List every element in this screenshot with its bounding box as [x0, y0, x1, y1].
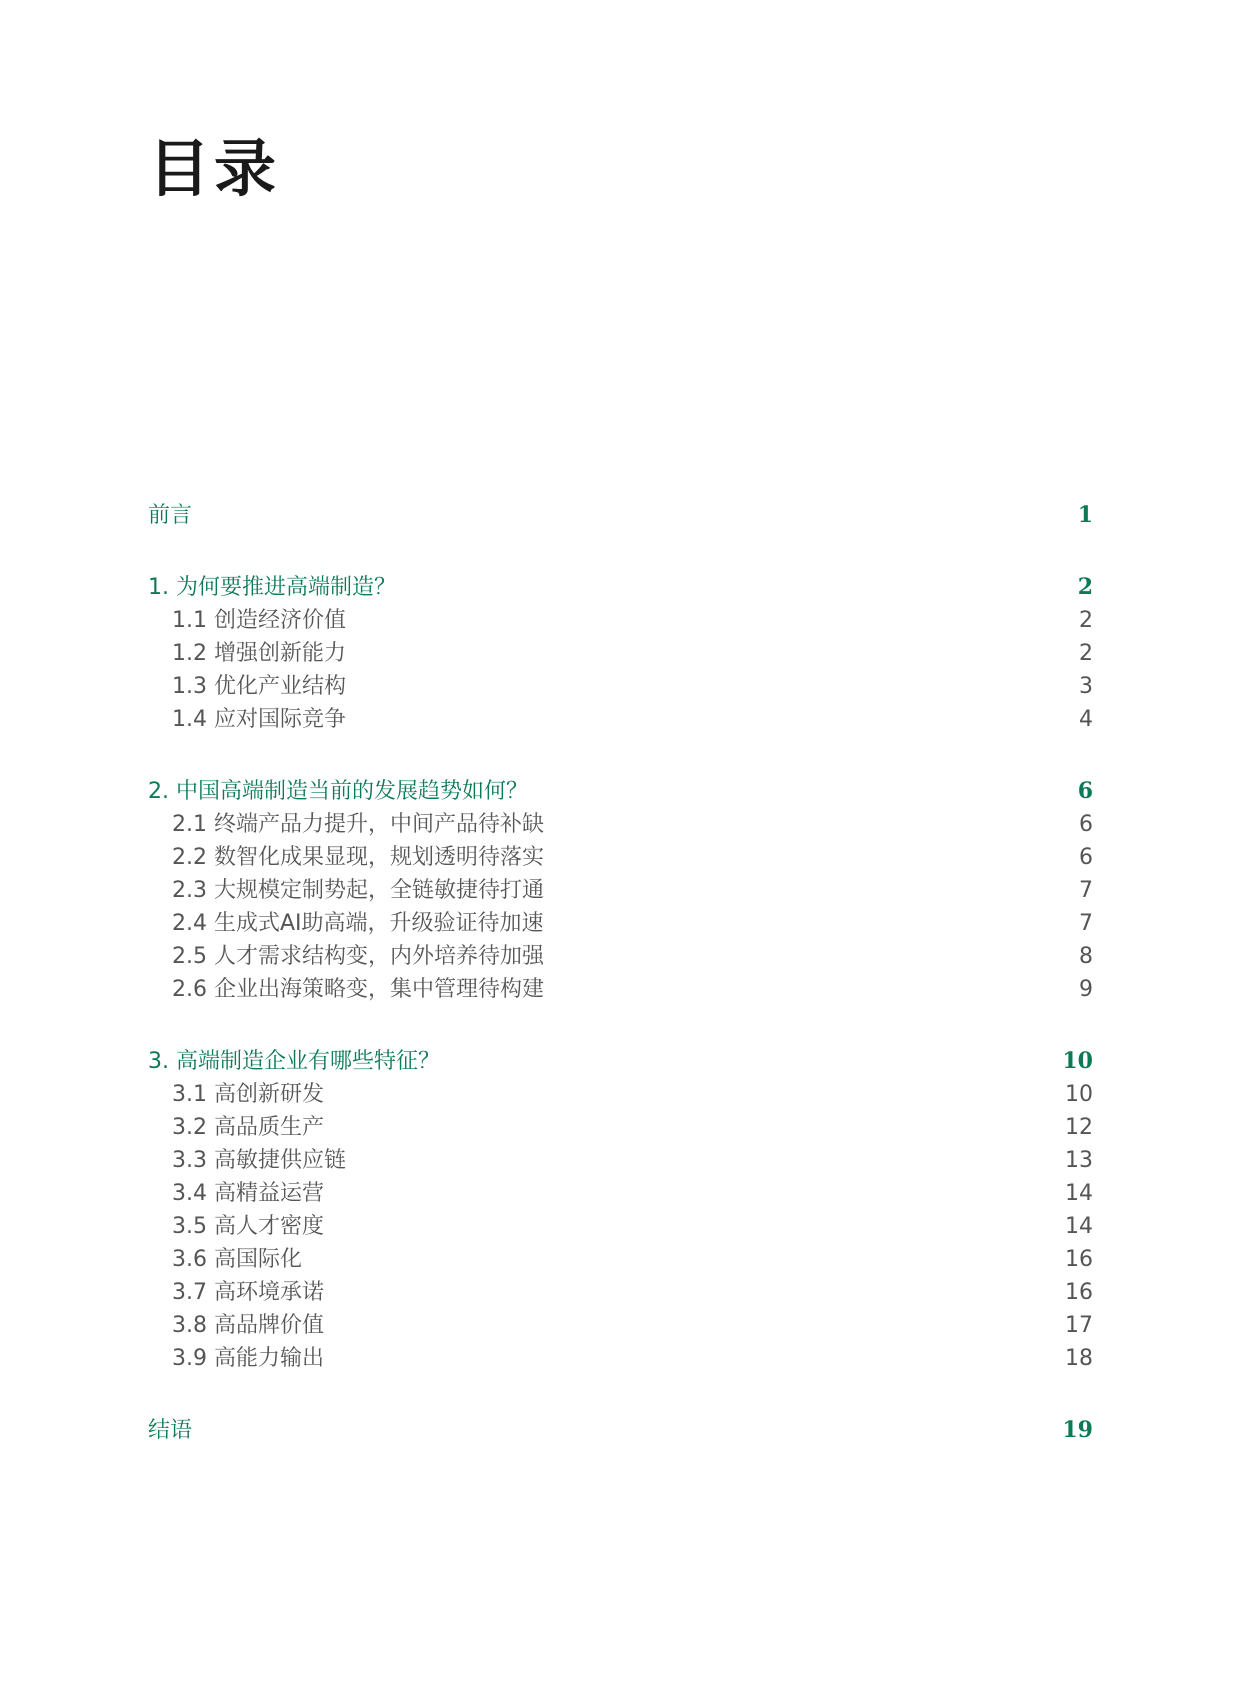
toc-entry-preface[interactable]	[148, 498, 1093, 532]
toc-page-number: 3	[1079, 674, 1093, 699]
toc-item-label: 3.2 高品质生产	[172, 1115, 324, 1140]
toc-item[interactable]	[148, 1243, 1093, 1276]
toc-item-label: 2.6 企业出海策略变，集中管理待构建	[172, 977, 544, 1002]
toc-page-number: 16	[1065, 1247, 1093, 1272]
toc-item-label: 2.3 大规模定制势起，全链敏捷待打通	[172, 878, 544, 903]
toc-item[interactable]	[148, 1111, 1093, 1144]
toc-item[interactable]	[148, 703, 1093, 736]
toc-item[interactable]	[148, 1210, 1093, 1243]
toc-page-number: 6	[1079, 845, 1093, 870]
toc-item-label: 3.5 高人才密度	[172, 1214, 324, 1239]
toc-item-label: 3.7 高环境承诺	[172, 1280, 324, 1305]
toc-section-label: 2. 中国高端制造当前的发展趋势如何？	[148, 779, 528, 804]
toc-item[interactable]	[148, 670, 1093, 703]
table-of-contents	[148, 498, 1093, 1447]
toc-item-label: 3.9 高能力输出	[172, 1346, 324, 1371]
toc-item-label: 2.5 人才需求结构变，内外培养待加强	[172, 944, 544, 969]
toc-item-label: 3.6 高国际化	[172, 1247, 302, 1272]
toc-item[interactable]	[148, 940, 1093, 973]
toc-item-label: 2.4 生成式AI助高端，升级验证待加速	[172, 911, 544, 936]
toc-item[interactable]	[148, 1309, 1093, 1342]
toc-entry-conclusion[interactable]	[148, 1413, 1093, 1447]
toc-item-label: 1.3 优化产业结构	[172, 674, 346, 699]
toc-item[interactable]	[148, 637, 1093, 670]
toc-page-number: 14	[1065, 1214, 1093, 1239]
toc-item-label: 3.3 高敏捷供应链	[172, 1148, 346, 1173]
toc-section-label: 3. 高端制造企业有哪些特征？	[148, 1049, 440, 1074]
toc-page-number: 7	[1079, 878, 1093, 903]
toc-entry-label: 前言	[148, 503, 193, 528]
toc-item[interactable]	[148, 874, 1093, 907]
toc-item-label: 2.2 数智化成果显现，规划透明待落实	[172, 845, 544, 870]
toc-item[interactable]	[148, 841, 1093, 874]
toc-page-number: 17	[1065, 1313, 1093, 1338]
toc-item[interactable]	[148, 1342, 1093, 1375]
toc-page-number: 2	[1079, 641, 1093, 666]
toc-item-label: 1.2 增强创新能力	[172, 641, 346, 666]
toc-section-2[interactable]	[148, 774, 1093, 808]
toc-page-number: 8	[1079, 944, 1093, 969]
toc-page-number: 16	[1065, 1280, 1093, 1305]
toc-section-3[interactable]	[148, 1044, 1093, 1078]
toc-item[interactable]	[148, 973, 1093, 1006]
toc-page-number: 1	[1077, 502, 1093, 528]
toc-item[interactable]	[148, 604, 1093, 637]
toc-item[interactable]	[148, 1276, 1093, 1309]
toc-item[interactable]	[148, 808, 1093, 841]
toc-item[interactable]	[148, 1078, 1093, 1111]
toc-item-label: 3.4 高精益运营	[172, 1181, 324, 1206]
toc-item[interactable]	[148, 1177, 1093, 1210]
toc-page-number: 6	[1079, 812, 1093, 837]
toc-page-number: 2	[1077, 574, 1093, 600]
toc-page-number: 2	[1079, 608, 1093, 633]
toc-page-number: 7	[1079, 911, 1093, 936]
toc-page-number: 13	[1065, 1148, 1093, 1173]
toc-item-label: 3.8 高品牌价值	[172, 1313, 324, 1338]
toc-item-label: 1.1 创造经济价值	[172, 608, 346, 633]
toc-item-label: 3.1 高创新研发	[172, 1082, 324, 1107]
toc-page-number: 18	[1065, 1346, 1093, 1371]
toc-item-label: 1.4 应对国际竞争	[172, 707, 346, 732]
toc-item-label: 2.1 终端产品力提升，中间产品待补缺	[172, 812, 544, 837]
toc-entry-label: 结语	[148, 1418, 193, 1443]
toc-page-number: 14	[1065, 1181, 1093, 1206]
toc-page-number: 19	[1062, 1417, 1093, 1443]
toc-section-1[interactable]	[148, 570, 1093, 604]
toc-page-number: 6	[1077, 778, 1093, 804]
toc-page-number: 10	[1062, 1048, 1093, 1074]
toc-item[interactable]	[148, 1144, 1093, 1177]
toc-page-number: 10	[1065, 1082, 1093, 1107]
toc-page-number: 9	[1079, 977, 1093, 1002]
toc-page-number: 12	[1065, 1115, 1093, 1140]
page-title: 目录	[148, 132, 281, 205]
toc-section-label: 1. 为何要推进高端制造？	[148, 575, 396, 600]
toc-page-number: 4	[1079, 707, 1093, 732]
toc-item[interactable]	[148, 907, 1093, 940]
